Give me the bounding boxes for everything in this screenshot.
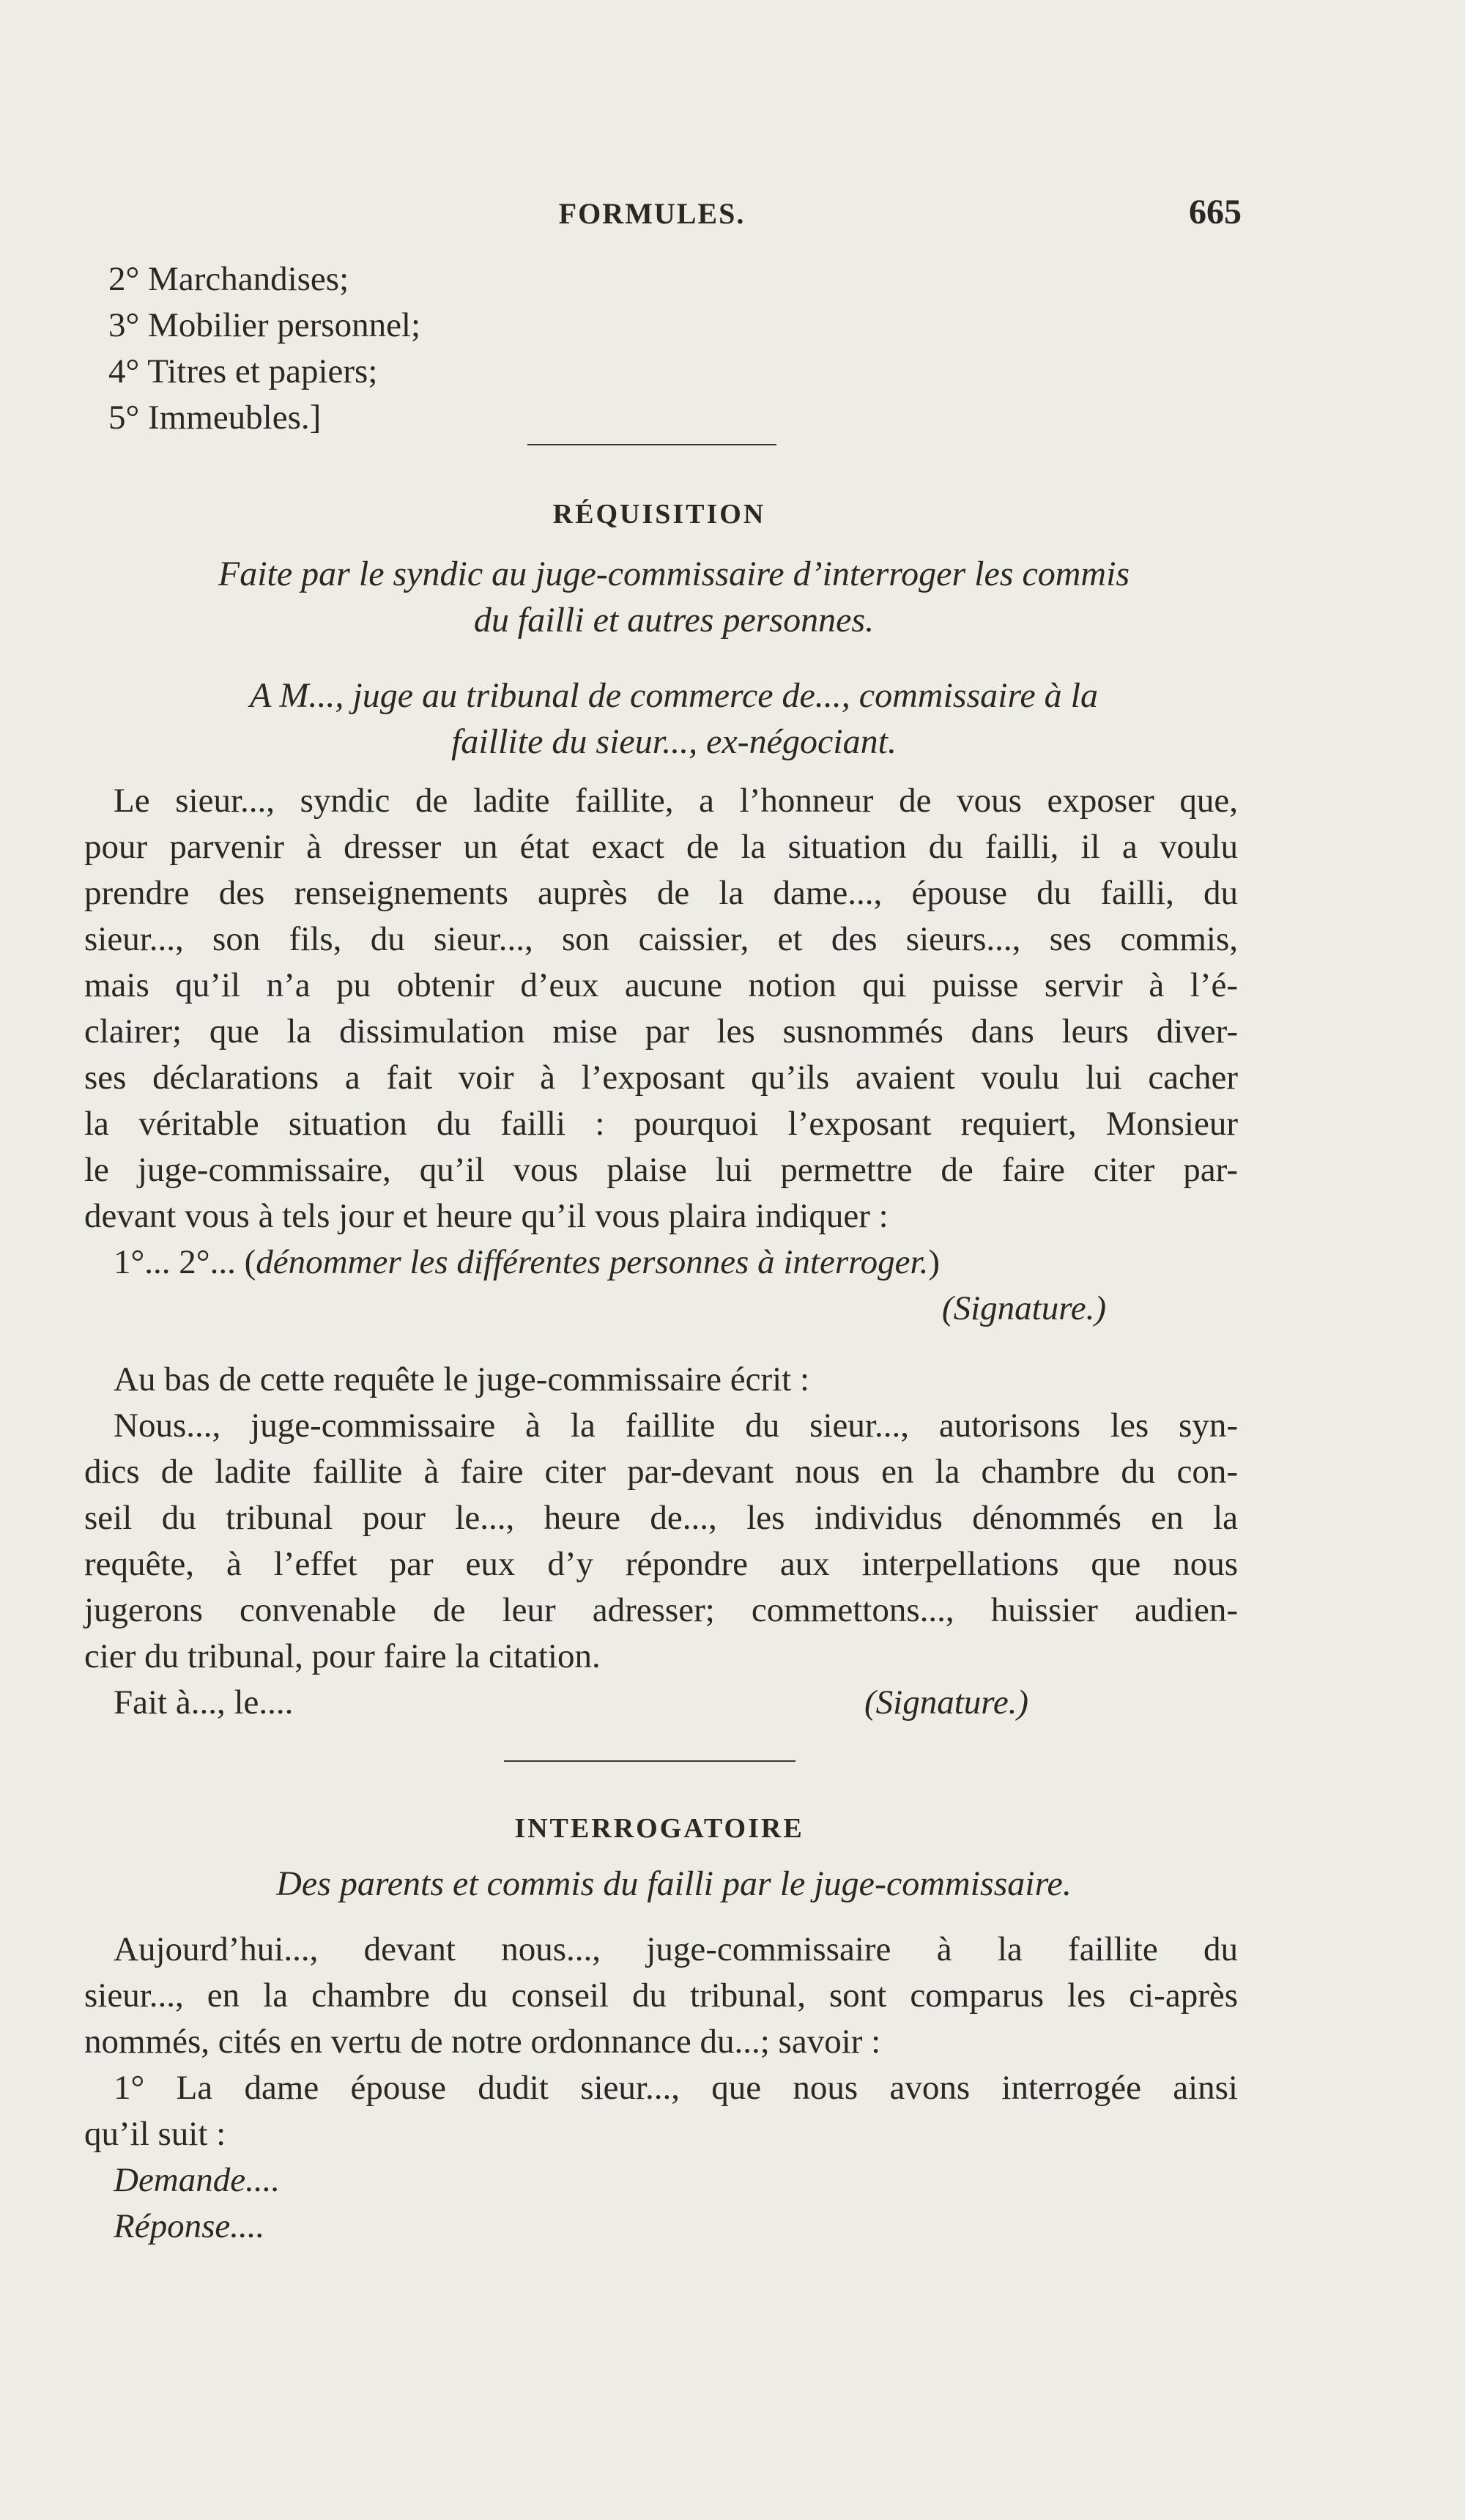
done-signature: (Signature.) (864, 1683, 1029, 1722)
address-line: A M..., juge au tribunal de commerce de..., commissaire à la (249, 676, 1099, 715)
body-line: le juge-commissaire, qu’il vous plaise lui permettre de faire citer par- (84, 1151, 1238, 1189)
interrogatoire-body (84, 1927, 1238, 2250)
body-line: ses déclarations a fait voir à l’exposant qu’ils avaient voulu lui cacher (84, 1059, 1238, 1097)
enumeration-suffix: ) (928, 1243, 941, 1281)
order-line: requête, à l’effet par eux d’y répondre aux interpellations que nous (84, 1545, 1238, 1583)
requisition-address (73, 672, 1275, 765)
list-item: 5° Immeubles.] (108, 399, 322, 437)
interrogatoire-heading: INTERROGATOIRE (514, 1813, 804, 1844)
order-line: Nous..., juge-commissaire à la faillite du sieur..., autorisons les syn- (114, 1407, 1238, 1445)
order-intro: Au bas de cette requête le juge-commissaire écrit : (114, 1360, 810, 1398)
order-line: jugerons convenable de leur adresser; commettons..., huissier audien- (84, 1591, 1238, 1629)
body-line: devant vous à tels jour et heure qu’il vous plaira indiquer : (84, 1197, 889, 1235)
running-title: FORMULES. (558, 197, 746, 230)
done-at: Fait à..., le.... (114, 1683, 294, 1722)
body-line: qu’il suit : (84, 2115, 226, 2153)
body-line: Le sieur..., syndic de ladite faillite, a l’honneur de vous exposer que, (114, 782, 1238, 820)
body-line: nommés, cités en vertu de notre ordonnance du...; savoir : (84, 2023, 881, 2061)
subtitle-line: Faite par le syndic au juge-commissaire d’interroger les commis (218, 555, 1130, 593)
order-line: seil du tribunal pour le..., heure de..., les individus dénommés en la (84, 1499, 1238, 1537)
body-line: Aujourd’hui..., devant nous..., juge-commissaire à la faillite du (114, 1930, 1238, 1968)
reponse: Réponse.... (114, 2207, 265, 2245)
page-number: 665 (1189, 193, 1242, 231)
continued-list (108, 256, 1244, 441)
enumeration-prefix: 1°... 2°... ( (114, 1243, 256, 1281)
order-block (84, 1357, 1238, 1726)
signature: (Signature.) (941, 1289, 1106, 1327)
interrogatoire-subtitle: Des parents et commis du failli par le juge-commissaire. (276, 1864, 1072, 1903)
body-line: pour parvenir à dresser un état exact de la situation du failli, il a voulu (84, 828, 1238, 866)
section-divider (504, 1760, 795, 1762)
requisition-subtitle (73, 551, 1275, 643)
body-line: sieur..., son fils, du sieur..., son caissier, et des sieurs..., ses commis, (84, 920, 1238, 958)
list-item: 4° Titres et papiers; (108, 352, 378, 390)
requisition-heading: RÉQUISITION (552, 499, 766, 530)
order-line: cier du tribunal, pour faire la citation. (84, 1637, 601, 1675)
body-line: sieur..., en la chambre du conseil du tribunal, sont comparus les ci-après (84, 1976, 1238, 2015)
body-line: mais qu’il n’a pu obtenir d’eux aucune notion qui puisse servir à l’é- (84, 966, 1238, 1004)
list-item: 2° Marchandises; (108, 260, 349, 298)
demande: Demande.... (114, 2161, 281, 2199)
body-line: la véritable situation du failli : pourquoi l’exposant requiert, Monsieur (84, 1105, 1238, 1143)
order-line: dics de ladite faillite à faire citer par-devant nous en la chambre du con- (84, 1453, 1238, 1491)
requisition-body (84, 778, 1238, 1332)
section-divider (527, 444, 776, 445)
body-line: clairer; que la dissimulation mise par les susnommés dans leurs diver- (84, 1012, 1238, 1050)
body-line: prendre des renseignements auprès de la dame..., épouse du failli, du (84, 874, 1238, 912)
list-item: 3° Mobilier personnel; (108, 306, 421, 344)
done-line (84, 1680, 1238, 1726)
page-header (0, 193, 1465, 240)
body-line: 1° La dame épouse dudit sieur..., que nous avons interrogée ainsi (114, 2069, 1238, 2107)
enumeration-line (84, 1239, 1238, 1286)
subtitle-line: du failli et autres personnes. (473, 601, 875, 640)
enumeration-instruction: dénommer les différentes personnes à interroger. (256, 1243, 929, 1281)
address-line: faillite du sieur..., ex-négociant. (451, 722, 897, 761)
